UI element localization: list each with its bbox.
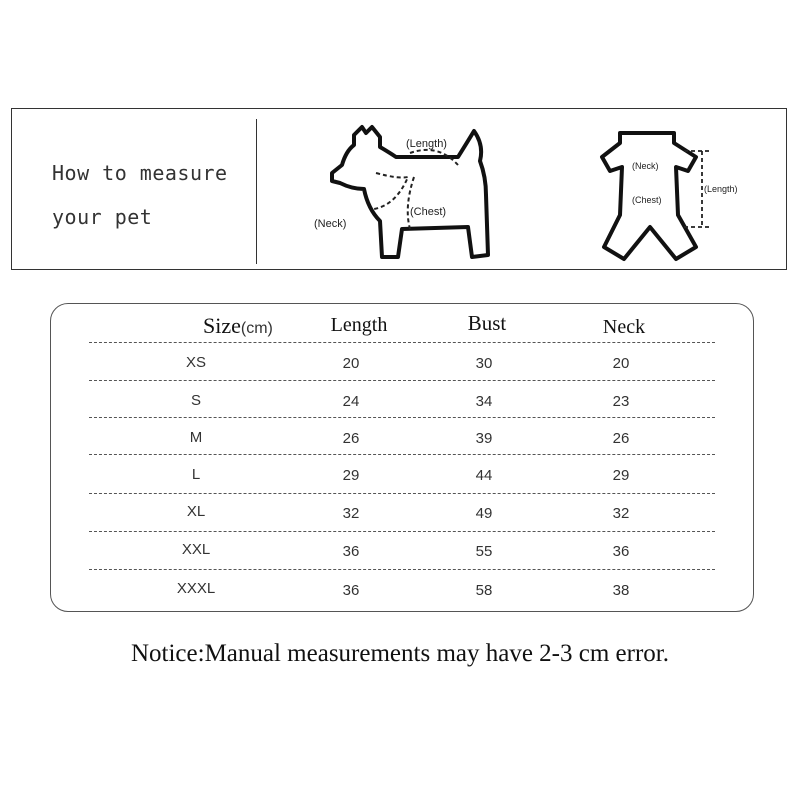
cell-size: S xyxy=(190,392,202,409)
garment-label-neck: (Neck) xyxy=(632,161,659,171)
dog-neck-line xyxy=(374,173,408,209)
cell-bust: 49 xyxy=(475,505,493,522)
row-divider xyxy=(89,531,715,532)
cell-bust: 39 xyxy=(475,430,493,447)
dog-label-chest: (Chest) xyxy=(410,206,447,218)
header-length: Length xyxy=(330,314,388,336)
cell-bust: 58 xyxy=(475,582,493,599)
cell-size: XL xyxy=(186,503,206,520)
how-to-measure-panel xyxy=(11,108,787,270)
measure-title-line-1: How to measure xyxy=(52,161,228,185)
cell-neck: 29 xyxy=(612,467,630,484)
cell-neck: 36 xyxy=(612,543,630,560)
cell-length: 32 xyxy=(342,505,360,522)
cell-size: XXL xyxy=(181,541,211,558)
cell-length: 24 xyxy=(342,393,360,410)
dog-label-neck: (Neck) xyxy=(314,218,347,230)
cell-length: 29 xyxy=(342,467,360,484)
cell-bust: 55 xyxy=(475,543,493,560)
cell-neck: 38 xyxy=(612,582,630,599)
cell-size: M xyxy=(189,429,203,446)
row-divider xyxy=(89,454,715,455)
cell-length: 36 xyxy=(342,543,360,560)
dog-label-length: (Length) xyxy=(406,138,447,150)
cell-length: 36 xyxy=(342,582,360,599)
header-size xyxy=(203,313,273,339)
row-divider xyxy=(89,569,715,570)
header-neck: Neck xyxy=(602,316,646,338)
cell-neck: 26 xyxy=(612,430,630,447)
panel-divider xyxy=(256,119,257,264)
measure-title xyxy=(52,151,228,239)
cell-length: 26 xyxy=(342,430,360,447)
cell-bust: 34 xyxy=(475,393,493,410)
measurement-notice: Notice:Manual measurements may have 2-3 cm error. xyxy=(130,640,669,667)
row-divider xyxy=(89,342,715,343)
row-divider xyxy=(89,380,715,381)
garment-measurement-diagram xyxy=(592,123,752,263)
cell-length: 20 xyxy=(342,355,360,372)
header-size-label: Size xyxy=(203,313,241,338)
cell-neck: 20 xyxy=(612,355,630,372)
dog-measurement-diagram xyxy=(310,117,510,267)
cell-bust: 30 xyxy=(475,355,493,372)
header-size-unit: (cm) xyxy=(240,320,273,337)
size-table xyxy=(50,303,754,612)
header-bust: Bust xyxy=(467,311,507,335)
dog-chest-line xyxy=(408,177,414,229)
measure-title-line-2: your pet xyxy=(52,205,153,229)
cell-size: XXXL xyxy=(176,580,216,597)
cell-size: L xyxy=(191,466,201,483)
cell-size: XS xyxy=(185,354,207,371)
garment-label-length: (Length) xyxy=(704,184,738,194)
cell-neck: 32 xyxy=(612,505,630,522)
row-divider xyxy=(89,417,715,418)
cell-bust: 44 xyxy=(475,467,493,484)
row-divider xyxy=(89,493,715,494)
cell-neck: 23 xyxy=(612,393,630,410)
garment-label-chest: (Chest) xyxy=(632,195,662,205)
